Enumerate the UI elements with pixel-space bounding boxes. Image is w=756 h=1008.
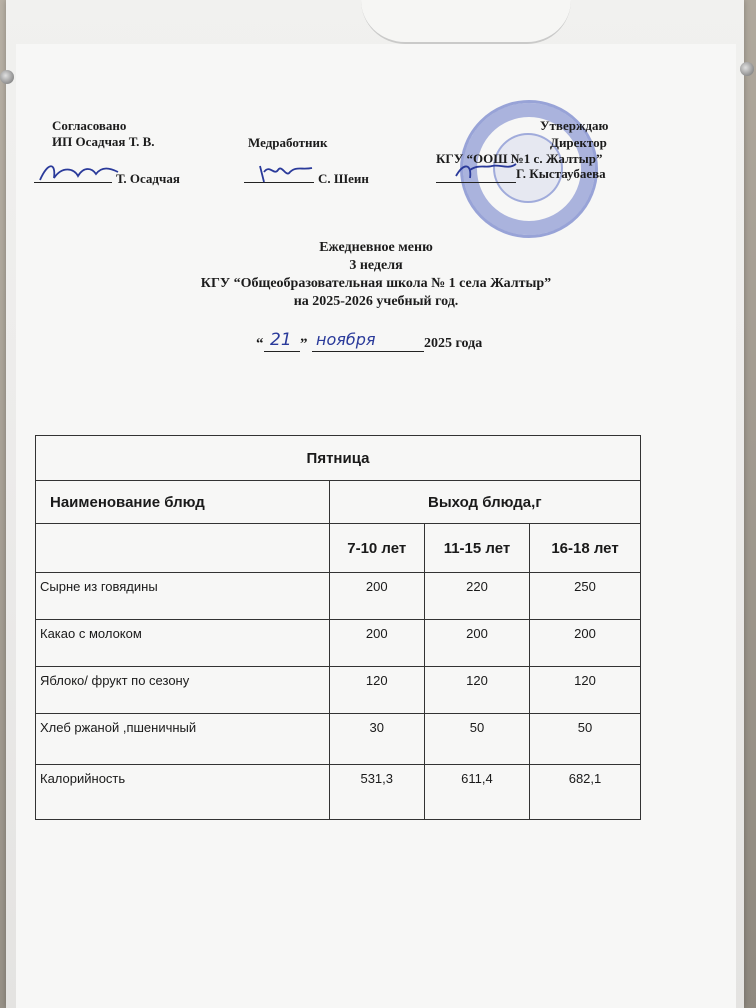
table-row <box>36 620 641 667</box>
age-header: 16-18 лет <box>530 524 641 573</box>
dish-value: 50 <box>530 714 641 765</box>
signature-right-icon <box>452 156 522 186</box>
table-row <box>36 573 641 620</box>
dish-value: 250 <box>530 573 641 620</box>
approval-left-line2: ИП Осадчая Т. В. <box>52 134 155 149</box>
approval-middle-name: С. Шеин <box>318 171 369 186</box>
approval-right-name: Г. Кыстаубаева <box>516 166 606 181</box>
table-header-row <box>36 481 641 524</box>
dish-value: 200 <box>329 573 424 620</box>
dish-value: 30 <box>329 714 424 765</box>
date-month: ноября <box>316 330 376 349</box>
column-header-dish: Наименование блюд <box>36 481 330 524</box>
dish-name: Какао с молоком <box>36 620 330 667</box>
table-row-calories <box>36 765 641 820</box>
signature-left-icon <box>34 158 124 188</box>
approval-right-line1: Утверждаю <box>540 118 609 133</box>
table-row <box>36 667 641 714</box>
dish-value: 200 <box>329 620 424 667</box>
dish-value: 120 <box>424 667 529 714</box>
dish-value: 120 <box>329 667 424 714</box>
date-year: 2025 года <box>424 336 483 351</box>
age-header-empty <box>36 524 330 573</box>
approval-middle-line1: Медработник <box>248 135 328 150</box>
table-row <box>36 714 641 765</box>
approval-left-name: Т. Осадчая <box>116 171 180 186</box>
dish-value: 120 <box>530 667 641 714</box>
sleeve-notch <box>361 0 571 44</box>
day-of-week: Пятница <box>36 436 641 481</box>
date-month-line <box>312 351 424 352</box>
calories-label: Калорийность <box>36 765 330 820</box>
date-day-line <box>264 351 300 352</box>
pin-left <box>0 70 14 84</box>
dish-name: Хлеб ржаной ,пшеничный <box>36 714 330 765</box>
date-open-quote: “ <box>256 336 264 352</box>
approval-right-line2: Директор <box>550 135 607 150</box>
calories-value: 611,4 <box>424 765 529 820</box>
calories-value: 531,3 <box>329 765 424 820</box>
date-day: 21 <box>270 330 292 350</box>
age-header: 7-10 лет <box>329 524 424 573</box>
menu-title-line1: Ежедневное меню <box>319 240 433 255</box>
table-day-row <box>36 436 641 481</box>
dish-name: Сырне из говядины <box>36 573 330 620</box>
dish-value: 220 <box>424 573 529 620</box>
menu-title-line2: 3 неделя <box>349 258 403 273</box>
calories-value: 682,1 <box>530 765 641 820</box>
menu-page <box>16 44 736 1008</box>
age-header: 11-15 лет <box>424 524 529 573</box>
column-header-output: Выход блюда,г <box>329 481 640 524</box>
dish-value: 200 <box>530 620 641 667</box>
approval-left-line1: Согласовано <box>52 118 127 133</box>
menu-title-line3: КГУ “Общеобразовательная школа № 1 села Жалтыр” <box>200 276 552 291</box>
menu-table <box>35 435 641 820</box>
approval-right-line3: КГУ “ООШ №1 с. Жалтыр” <box>436 151 603 166</box>
dish-name: Яблоко/ фрукт по сезону <box>36 667 330 714</box>
dish-value: 50 <box>424 714 529 765</box>
signature-middle-icon <box>256 158 316 188</box>
table-age-row <box>36 524 641 573</box>
date-close-quote: ” <box>300 336 308 352</box>
menu-title-line4: на 2025-2026 учебный год. <box>293 294 459 309</box>
pin-right <box>740 62 754 76</box>
dish-value: 200 <box>424 620 529 667</box>
